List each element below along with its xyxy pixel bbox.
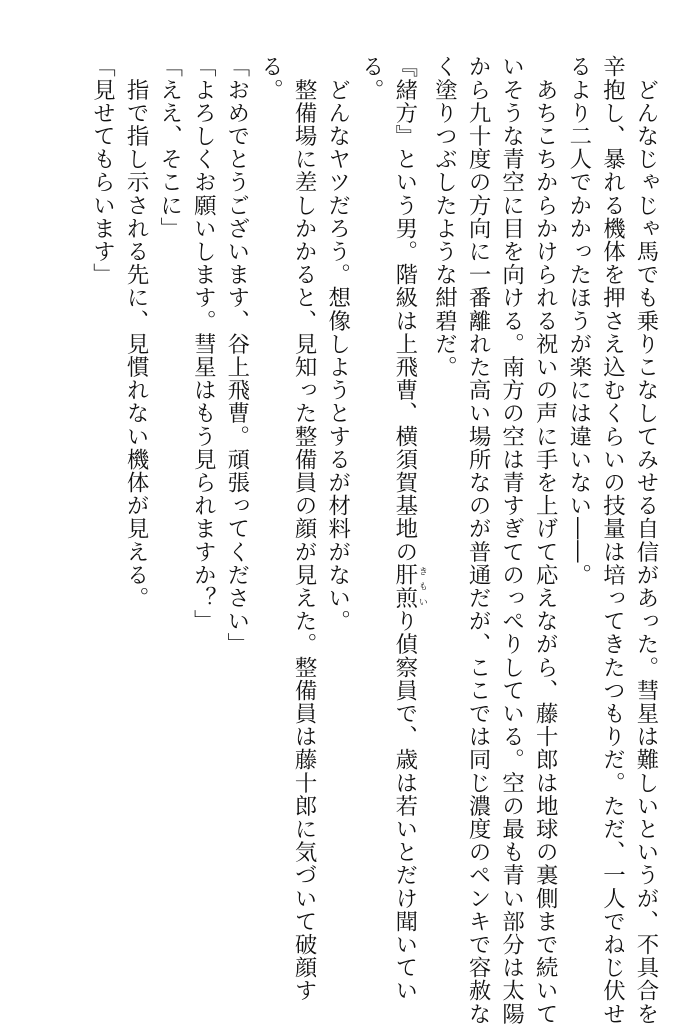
ruby-base: 肝煎 [391,563,418,610]
text-line-1: どんなじゃじゃ馬でも乗りこなしてみせる自信があった。彗星は難しいというが、不具合を [633,55,659,1025]
text-line-9: る。 [358,55,385,102]
text-line-14: 「よろしくお願いします。彗星はもう見られますか？」 [190,55,217,633]
text-line-6: から九十度の方向に一番離れた高い場所なのが普通だが、ここでは同じ濃度のペンキで容赦な [465,55,492,1025]
text-line-8 [387,55,427,1003]
text-line-8-post: り偵察員で、歳は若いとだけ聞いてい [391,609,418,1003]
ruby-kimoi [391,563,427,610]
text-line-4: あちこちからかけられる祝いの声に手を上げて応えながら、藤十郎は地球の裏側まで続いて [532,55,559,1025]
text-line-15: 「ええ、そこに」 [156,55,183,240]
text-line-8-pre: 『緒方』という男。階級は上飛曹、横須賀基地の [391,55,418,564]
text-line-5: いそうな青空に目を向ける。南方の空は青すぎてのっぺりしている。空の最も青い部分は太陽 [498,55,525,1025]
vertical-text-body [85,55,662,1025]
ruby-reading: きもい [416,563,427,610]
text-line-2: 辛抱し、暴れる機体を押さえ込むくらいの技量は培ってきたつもりだ。ただ、一人でねじ伏せ [599,55,626,1025]
text-line-16: 指で指し示される先に、見慣れない機体が見える。 [123,55,150,610]
text-line-7: く塗りつぶしたような紺碧だ。 [431,55,458,379]
text-line-10: どんなヤツだろう。想像しようとするが材料がない。 [324,55,351,633]
text-line-13: 「おめでとうございます、谷上飛曹。頑張ってください」 [223,55,250,656]
text-line-17: 「見せてもらいます」 [89,55,116,286]
text-line-11: 整備場に差しかかると、見知った整備員の顔が見えた。整備員は藤十郎に気づいて破顔す [291,55,318,1003]
text-line-12: る。 [257,55,284,102]
text-line-3: るより二人でかかったほうが楽には違いない――。 [565,55,592,587]
